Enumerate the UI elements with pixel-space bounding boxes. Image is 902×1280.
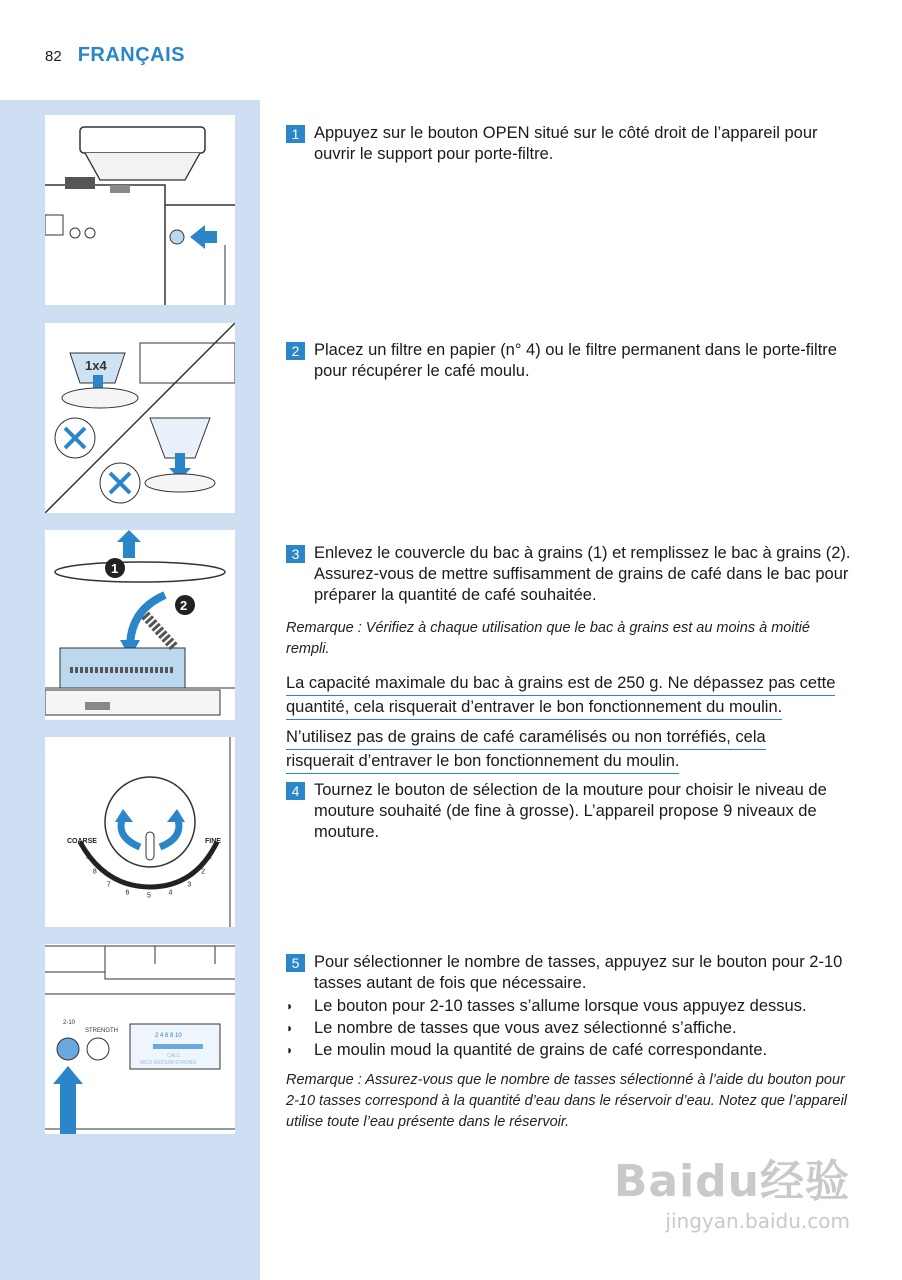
dial-number-8: 8	[92, 868, 97, 876]
cups-label: 2-10	[63, 1020, 76, 1026]
display-calc: CALC	[167, 1053, 181, 1059]
page-header	[45, 44, 185, 74]
coarse-label: COARSE	[67, 838, 97, 845]
list-item: ◗ Le bouton pour 2-10 tasses s’allume lorsque vous appuyez dessus.	[286, 997, 807, 1015]
list-item: ◗ Le moulin moud la quantité de grains de café correspondante.	[286, 1041, 768, 1059]
dial-number-4: 4	[168, 889, 173, 897]
note-bean-level: Remarque : Vérifiez à chaque utilisation que le bac à grains est au moins à moitié rempli.	[286, 620, 810, 657]
warning-bean-type	[286, 726, 861, 774]
watermark-url: jingyan.baidu.com	[665, 1209, 850, 1233]
bullet-icon: ◗	[286, 999, 294, 1013]
step-text: Pour sélectionner le nombre de tasses, appuyez sur le bouton pour 2-10 tasses autant de fois que nécessaire.	[314, 953, 843, 992]
strength-label: STRENGTH	[85, 1028, 118, 1034]
illustration-bean-container	[45, 530, 235, 720]
step-5	[286, 952, 861, 994]
step-number: 4	[286, 782, 305, 800]
watermark	[614, 1145, 850, 1233]
dial-number-9: 9	[85, 853, 90, 861]
lid-number-label: 1	[111, 561, 119, 576]
illustration-control-panel	[45, 944, 235, 1134]
warning-capacity	[286, 672, 861, 720]
step-text: Enlevez le couvercle du bac à grains (1) et remplissez le bac à grains (2). Assurez-vous de mettre suffisamment de grains de café dans le bac pour préparer la quantité de café souhaitée.	[314, 544, 851, 604]
illustration-grind-dial	[45, 737, 235, 927]
illustration-paper-filter	[45, 323, 235, 513]
step-text: Placez un filtre en papier (n° 4) ou le filtre permanent dans le porte-filtre pour récupérer le café moulu.	[314, 341, 837, 380]
illustration-open-button	[45, 115, 235, 305]
warning-line: La capacité maximale du bac à grains est de 250 g. Ne dépassez pas cette	[286, 672, 835, 696]
note-cup-water: Remarque : Assurez-vous que le nombre de tasses sélectionné à l’aide du bouton pour 2-10 tasses correspond à la quantité d’eau dans le réservoir d’eau. Notez que l’appareil utilise toute l’eau présente dans le réservoir.	[286, 1072, 848, 1130]
bullet-icon: ◗	[286, 1043, 294, 1057]
step-number: 1	[286, 125, 305, 143]
warning-line: quantité, cela risquerait d’entraver le bon fonctionnement du moulin.	[286, 696, 782, 720]
page-number: 82	[45, 48, 62, 65]
step-4	[286, 780, 861, 843]
list-item: ◗ Le nombre de tasses que vous avez sélectionné s’affiche.	[286, 1019, 737, 1037]
dial-number-1: 1	[208, 853, 213, 861]
dial-number-6: 6	[125, 889, 130, 897]
filter-count-label: 1x4	[85, 358, 107, 373]
step-text: Appuyez sur le bouton OPEN situé sur le côté droit de l’appareil pour ouvrir le support pour porte-filtre.	[314, 124, 818, 163]
fine-label: FINE	[205, 838, 221, 845]
step-number: 3	[286, 545, 305, 563]
warning-line: N’utilisez pas de grains de café caramélisés ou non torréfiés, cela	[286, 726, 766, 750]
bullet-icon: ◗	[286, 1021, 294, 1035]
step-1	[286, 123, 861, 165]
warning-line: risquerait d’entraver le bon fonctionnement du moulin.	[286, 750, 679, 774]
step-number: 5	[286, 954, 305, 972]
language-title: FRANÇAIS	[77, 44, 186, 66]
display-cup-numbers: 2 4 6 8 10	[155, 1033, 182, 1039]
watermark-logo: Baidu经验	[613, 1156, 850, 1207]
beans-number-label: 2	[180, 598, 188, 613]
step-2	[286, 340, 861, 382]
bullet-list	[286, 995, 861, 1061]
dial-number-5: 5	[147, 892, 151, 900]
step-number: 2	[286, 342, 305, 360]
dial-number-7: 7	[106, 881, 111, 889]
dial-number-3: 3	[187, 881, 192, 889]
display-strength-levels: MILD MEDIUM STRONG	[140, 1060, 197, 1066]
step-text: Tournez le bouton de sélection de la mouture pour choisir le niveau de mouture souhaité (de fine à grosse). L’appareil propose 9 niveaux de mouture.	[314, 781, 827, 841]
dial-number-2: 2	[201, 868, 206, 876]
step-3	[286, 543, 861, 606]
